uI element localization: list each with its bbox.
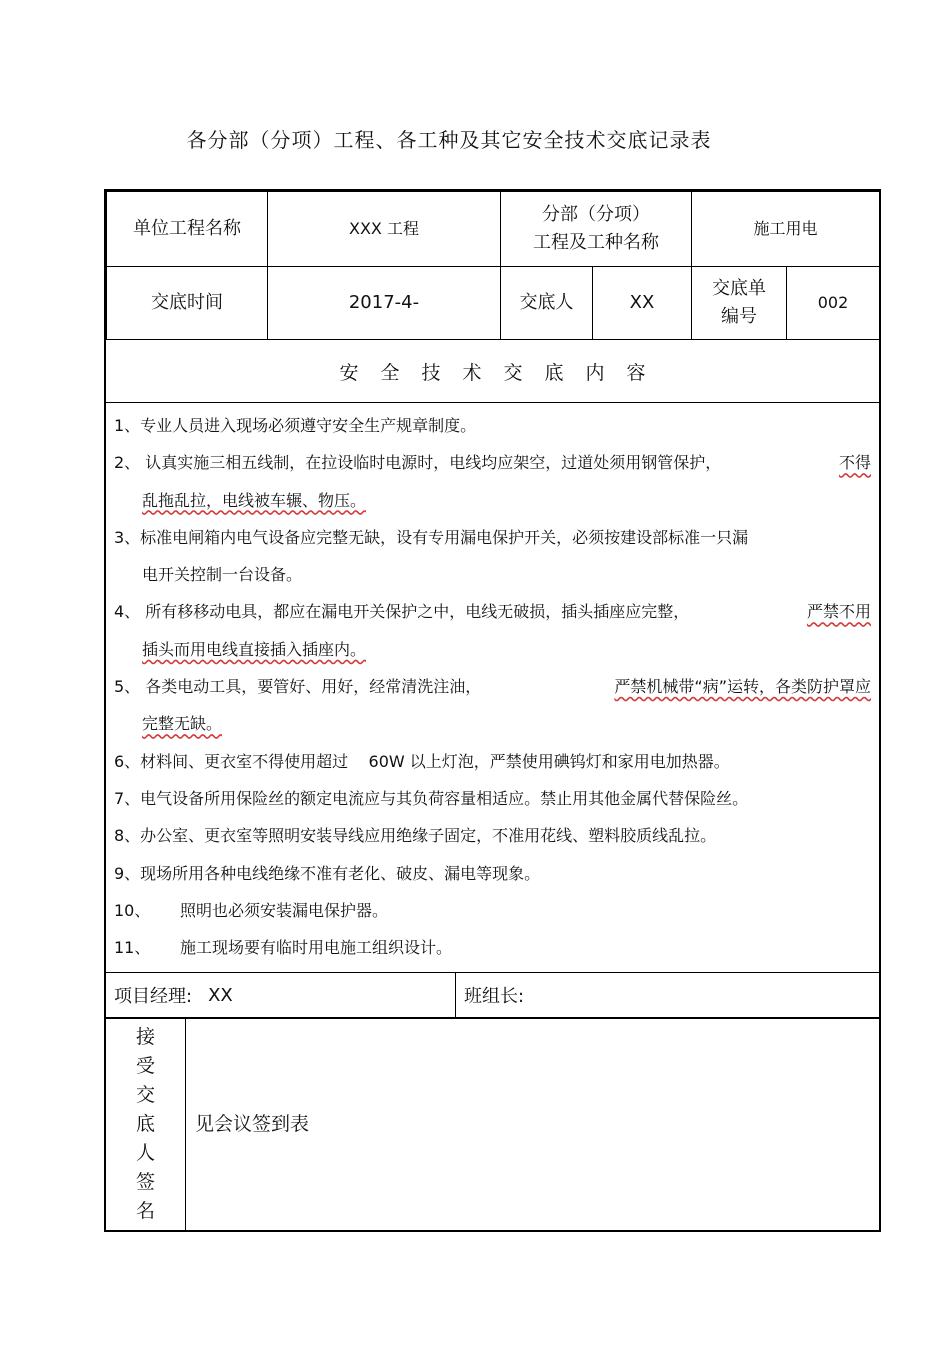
disclosure-number-label-line1: 交底单 — [712, 278, 766, 299]
project-manager-value: XX — [208, 984, 233, 1006]
header-table — [106, 191, 880, 340]
list-item-continuation — [114, 556, 871, 593]
item-1-text: 1、专业人员进入现场必须遵守安全生产规章制度。 — [114, 416, 477, 435]
receiver-signature-row — [106, 1017, 879, 1230]
item-6-text: 6、材料间、更衣室不得使用超过 60W 以上灯泡，严禁使用碘钨灯和家用电加热器。 — [114, 751, 730, 771]
receiver-label — [106, 1019, 186, 1230]
list-item — [114, 817, 871, 854]
list-item — [114, 407, 871, 444]
item-10-text: 照明也必须安装漏电保护器。 — [180, 900, 389, 920]
disclosure-number-label-line2: 编号 — [721, 306, 757, 327]
item-3-continuation: 电开关控制一台设备。 — [142, 565, 303, 585]
item-3-text: 3、标准电闸箱内电气设备应完整无缺，设有专用漏电保护开关，必须按建设部标准一只漏 — [114, 527, 749, 547]
list-item — [114, 855, 871, 892]
list-item — [114, 929, 871, 966]
item-4-continuation: 插头而用电线直接插入插座内。 — [142, 639, 367, 659]
sub-project-value: 施工用电 — [692, 192, 880, 267]
disclosure-content — [106, 403, 879, 972]
disclosure-person-value: XX — [593, 267, 692, 340]
item-10-number: 10、 — [114, 900, 151, 920]
list-item — [114, 519, 871, 556]
receiver-label-char: 接 — [135, 1026, 155, 1049]
list-item — [114, 743, 871, 780]
disclosure-person-label: 交底人 — [501, 267, 593, 340]
receiver-label-char: 签 — [135, 1171, 155, 1194]
item-8-text: 8、办公室、更衣室等照明安装导线应用绝缘子固定，不准用花线、塑料胶质线乱拉。 — [114, 826, 717, 846]
disclosure-form — [104, 189, 881, 1232]
receiver-label-char: 交 — [135, 1084, 155, 1107]
list-item-continuation — [114, 631, 871, 668]
item-5-continuation: 完整无缺。 — [142, 714, 223, 734]
item-11-number: 11、 — [114, 938, 151, 958]
list-item — [114, 892, 871, 929]
team-leader-cell — [456, 973, 524, 1017]
document-title: 各分部（分项）工程、各工种及其它安全技术交底记录表 — [186, 128, 712, 152]
section-title: 安全技术交底内容 — [106, 340, 879, 403]
item-5-text: 5、 各类电动工具，要管好、用好，经常清洗注油， — [114, 677, 482, 697]
receiver-label-char: 受 — [135, 1055, 155, 1078]
item-2-text: 2、 认真实施三相五线制，在拉设临时电源时，电线均应架空，过道处须用钢管保护， — [114, 453, 722, 473]
item-9-text: 9、现场所用各种电线绝缘不准有老化、破皮、漏电等现象。 — [114, 863, 541, 883]
item-4-text: 4、 所有移移动电具，都应在漏电开关保护之中，电线无破损，插头插座应完整， — [114, 602, 690, 622]
sub-project-label — [501, 192, 692, 267]
signature-row — [106, 972, 879, 1017]
list-item — [114, 780, 871, 817]
receiver-label-char: 人 — [135, 1142, 155, 1165]
list-item-continuation — [114, 705, 871, 742]
team-leader-label: 班组长: — [464, 986, 525, 1008]
list-item — [114, 593, 871, 630]
list-item — [114, 668, 871, 705]
list-item — [114, 444, 871, 481]
sub-project-label-line2: 工程及工种名称 — [533, 232, 659, 253]
item-2-continuation: 乱拖乱拉，电线被车辗、物压。 — [142, 490, 367, 510]
item-4-highlight: 严禁不用 — [806, 602, 871, 622]
unit-name-label: 单位工程名称 — [107, 192, 268, 267]
sub-project-label-line1: 分部（分项） — [542, 204, 650, 225]
disclosure-time-value: 2017-4- — [268, 267, 501, 340]
disclosure-number-value: 002 — [787, 267, 880, 340]
disclosure-time-label: 交底时间 — [107, 267, 268, 340]
list-item-continuation — [114, 482, 871, 519]
item-7-text: 7、电气设备所用保险丝的额定电流应与其负荷容量相适应。禁止用其他金属代替保险丝。 — [114, 788, 749, 808]
unit-name-value: XXX 工程 — [268, 192, 501, 267]
disclosure-number-label — [692, 267, 787, 340]
item-5-highlight: 严禁机械带“病”运转，各类防护罩应 — [614, 677, 871, 697]
receiver-value: 见会议签到表 — [195, 1113, 310, 1136]
project-manager-label: 项目经理: — [114, 986, 193, 1008]
item-2-highlight: 不得 — [838, 453, 871, 473]
receiver-label-char: 名 — [135, 1200, 155, 1223]
receiver-label-char: 底 — [135, 1113, 155, 1136]
item-11-text: 施工现场要有临时用电施工组织设计。 — [180, 938, 453, 958]
project-manager-cell — [106, 973, 456, 1017]
